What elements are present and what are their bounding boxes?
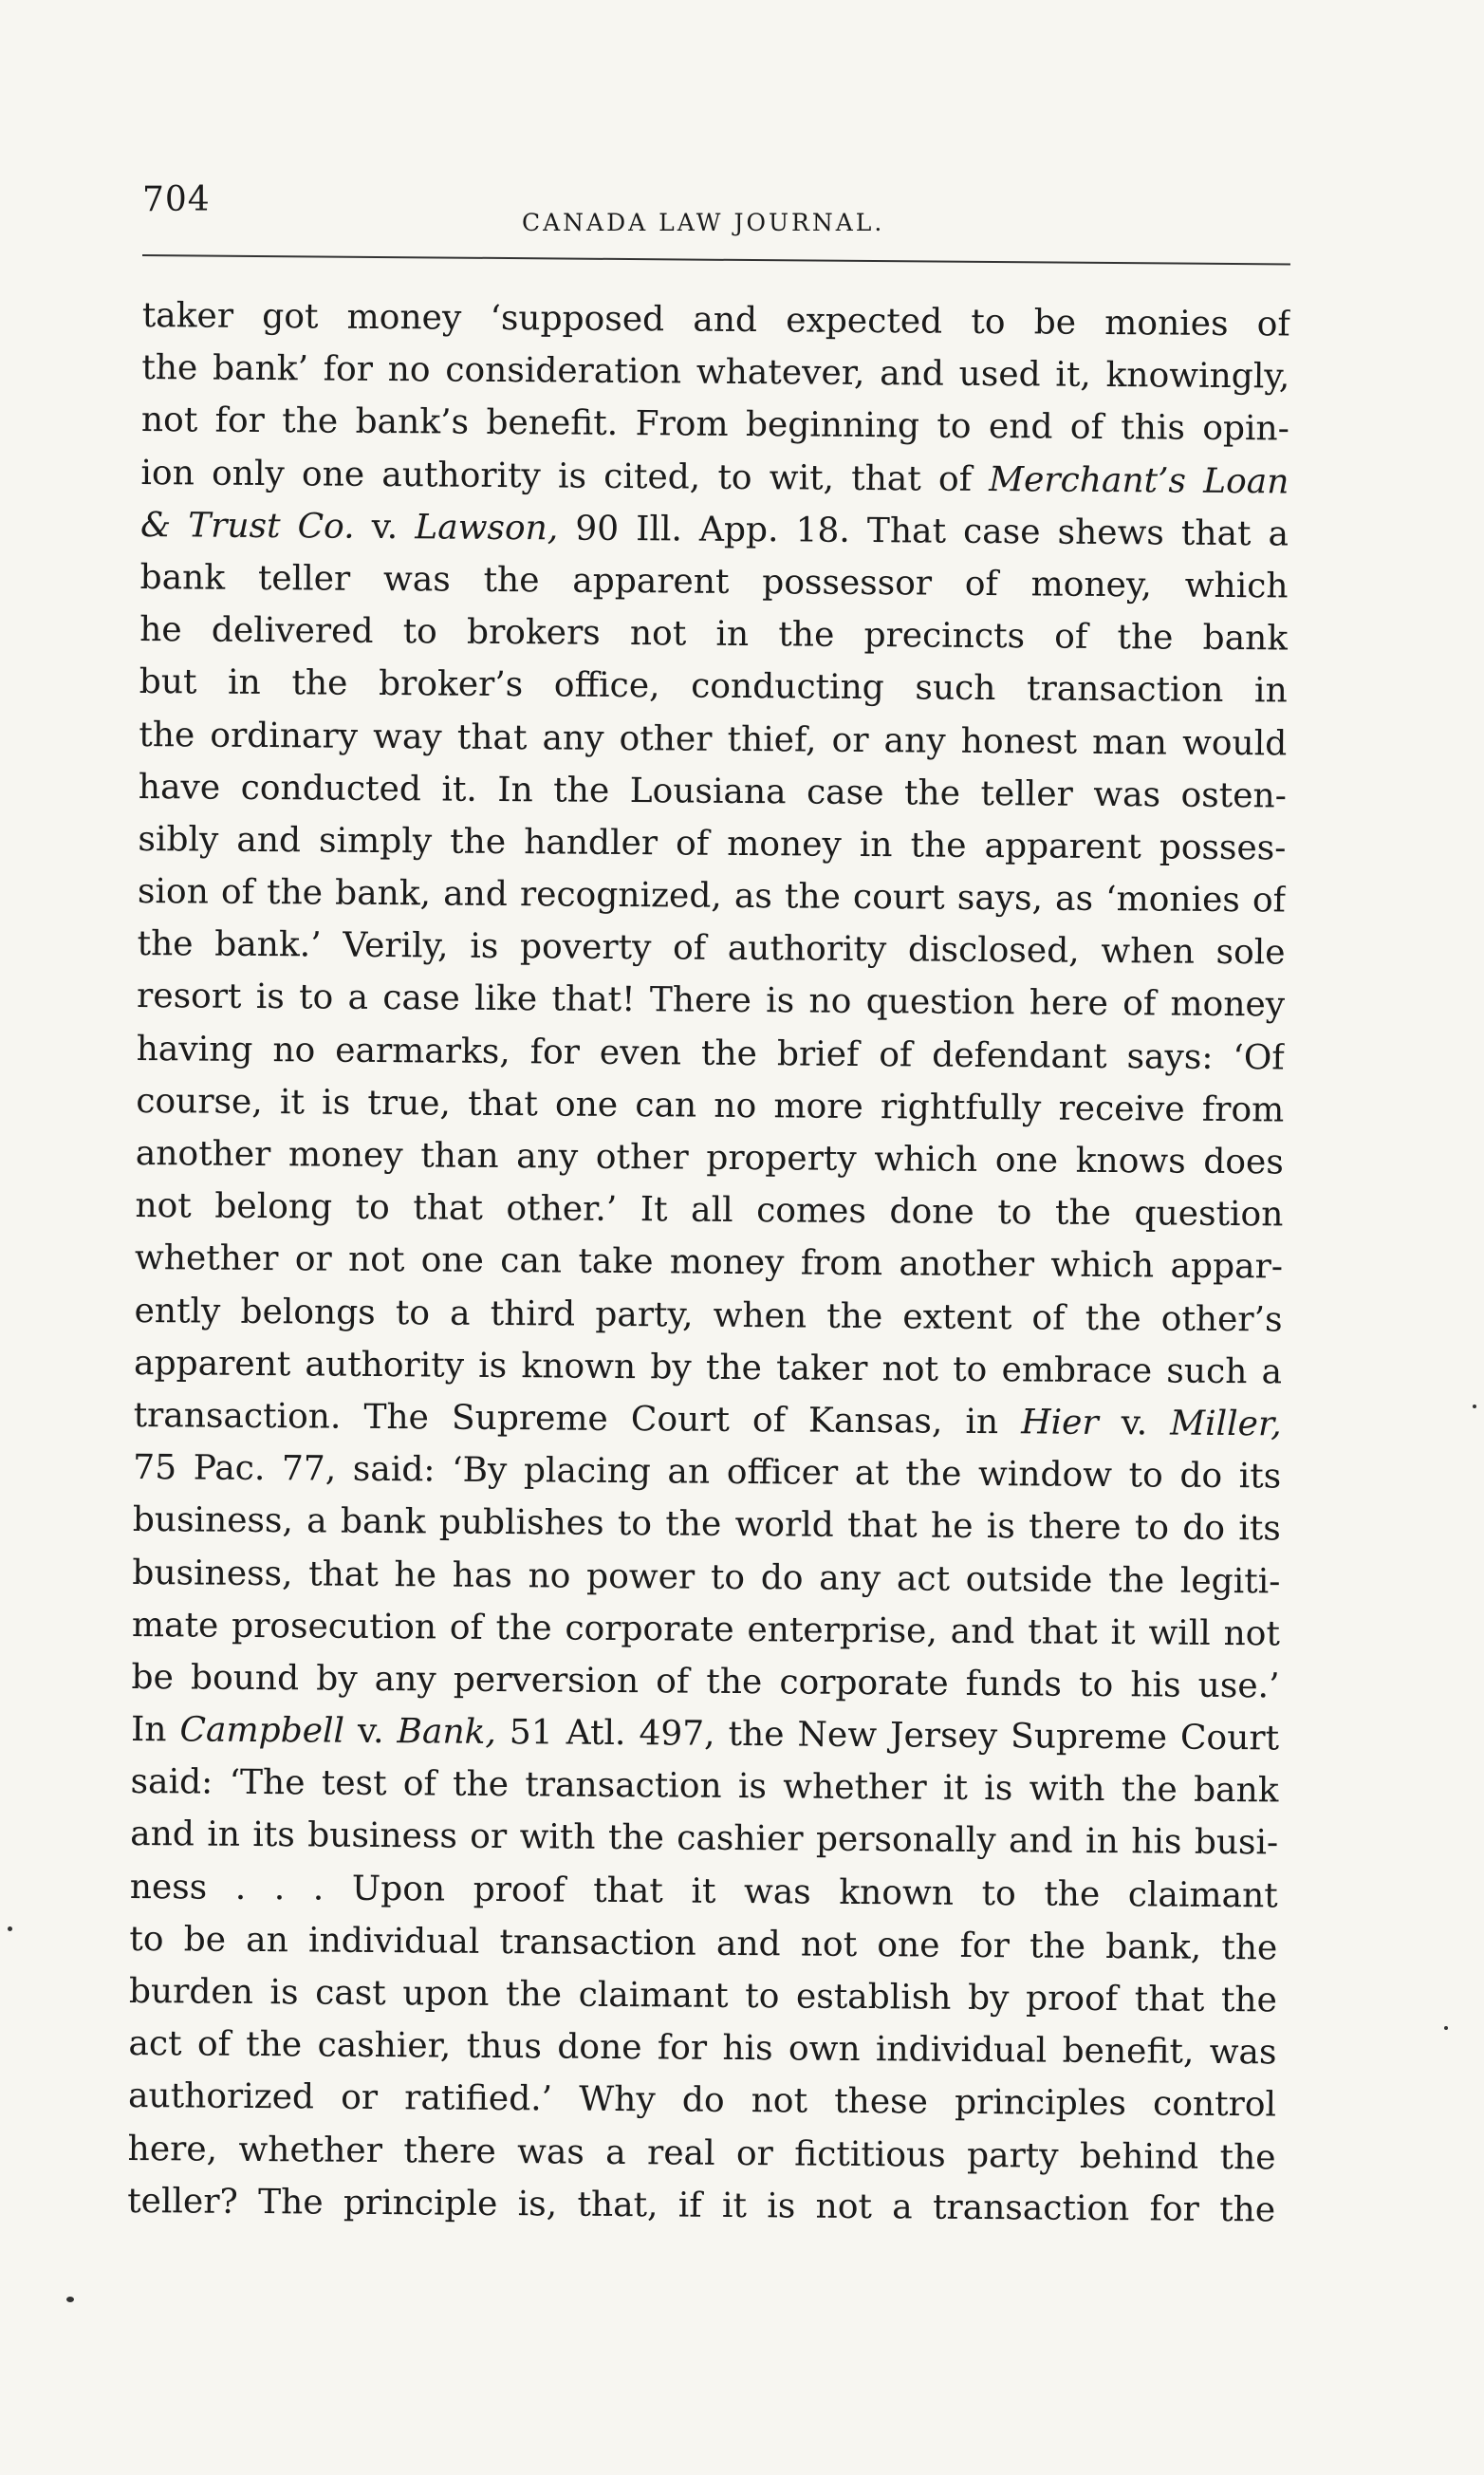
- text-span: not belong to that other.’ It all comes done to the question: [135, 1186, 1284, 1235]
- italic-text: & Trust Co.: [139, 505, 355, 547]
- text-line: [138, 813, 1286, 875]
- text-line: [130, 1861, 1278, 1923]
- scan-speck: [66, 2297, 74, 2302]
- journal-title: CANADA LAW JOURNAL.: [522, 209, 885, 236]
- text-span: sibly and simply the handler of money in the apparent posses-: [138, 819, 1287, 868]
- text-line: [131, 1703, 1279, 1765]
- text-line: [139, 708, 1287, 770]
- text-line: [139, 761, 1287, 823]
- text-span: to be an individual transaction and not one for the bank, the: [129, 1919, 1278, 1968]
- text-span: ently belongs to a third party, when the extent of the other’s: [134, 1291, 1283, 1340]
- text-line: [136, 1127, 1284, 1189]
- page-number: 704: [142, 180, 211, 219]
- text-span: taker got money ‘supposed and expected to be monies of: [141, 295, 1290, 344]
- header-rule: [142, 254, 1290, 266]
- text-line: [129, 1965, 1277, 2027]
- text-line: [137, 970, 1285, 1032]
- italic-text: Hier: [1021, 1403, 1099, 1442]
- text-line: [132, 1599, 1280, 1661]
- text-span: business, a bank publishes to the world that he is there to do its: [132, 1500, 1281, 1549]
- text-line: [137, 918, 1285, 979]
- text-span: burden is cast upon the claimant to establish by proof that the: [128, 1971, 1278, 2020]
- text-span: 75 Pac. 77, said: ‘By placing an officer at the window to do its: [133, 1448, 1282, 1497]
- text-line: [138, 865, 1286, 927]
- scan-speck: [1444, 2026, 1448, 2030]
- text-line: [142, 289, 1290, 351]
- text-span: v.: [354, 507, 416, 548]
- text-line: [141, 342, 1289, 403]
- text-span: v.: [343, 1711, 398, 1752]
- text-span: transaction. The Supreme Court of Kansas, in: [133, 1395, 1022, 1442]
- italic-text: Campbell: [179, 1710, 345, 1751]
- text-span: course, it is true, that one can no more rightfully receive from: [136, 1081, 1285, 1130]
- text-line: [131, 1651, 1279, 1713]
- text-span: not for the bank’s benefit. From beginning to end of this opin-: [140, 400, 1290, 449]
- text-span: sion of the bank, and recognized, as the court says, as ‘monies of: [137, 872, 1287, 921]
- text-span: business, that he has no power to do any act outside the legiti-: [132, 1553, 1281, 1601]
- text-line: [128, 2070, 1276, 2131]
- text-line: [127, 2123, 1275, 2185]
- text-line: [128, 2018, 1276, 2079]
- text-span: the ordinary way that any other thief, or any honest man would: [139, 715, 1288, 763]
- text-line: [139, 656, 1288, 717]
- text-span: act of the cashier, thus done for his own individual benefit, was: [128, 2024, 1277, 2073]
- text-span: he delivered to brokers not in the precincts of the bank: [139, 610, 1289, 659]
- text-line: [139, 604, 1288, 665]
- text-span: resort is to a case like that! There is no question here of money: [136, 977, 1286, 1025]
- text-span: bank teller was the apparent possessor of money, which: [139, 557, 1289, 606]
- text-line: [129, 1913, 1277, 1975]
- text-line: [136, 1023, 1284, 1085]
- text-span: 51 Atl. 497, the New Jersey Supreme Court: [495, 1713, 1280, 1759]
- text-line: [141, 394, 1289, 456]
- text-span: mate prosecution of the corporate enterprise, and that it will not: [131, 1605, 1281, 1654]
- text-line: [132, 1546, 1280, 1608]
- text-line: [139, 551, 1288, 613]
- italic-text: Merchant’s Loan: [989, 459, 1289, 502]
- text-span: be bound by any perversion of the corporate funds to his use.’: [131, 1657, 1280, 1706]
- text-span: ness . . . Upon proof that it was known to the claimant: [129, 1867, 1278, 1916]
- body-text: [127, 289, 1290, 2236]
- text-line: [140, 499, 1289, 561]
- text-line: [133, 1389, 1281, 1451]
- text-span: v.: [1098, 1403, 1171, 1443]
- text-span: having no earmarks, for even the brief of defendant says: ‘Of: [136, 1029, 1285, 1078]
- scan-speck: [8, 1926, 12, 1931]
- text-span: In: [130, 1710, 180, 1750]
- scan-speck: [1473, 1405, 1476, 1408]
- text-line: [136, 1075, 1284, 1137]
- text-span: said: ‘The test of the transaction is whether it is with the bank: [130, 1762, 1279, 1811]
- running-head: [142, 180, 1290, 247]
- text-span: teller? The principle is, that, if it is not a transaction for the: [127, 2181, 1276, 2230]
- text-line: [133, 1494, 1281, 1555]
- text-span: 90 Ill. App. 18. That case shews that a: [558, 509, 1289, 554]
- text-line: [140, 447, 1289, 509]
- text-line: [135, 1232, 1283, 1293]
- text-span: ion only one authority is cited, to wit, that of: [140, 453, 990, 499]
- text-line: [130, 1756, 1278, 1817]
- text-span: the bank’ for no consideration whatever, and used it, knowingly,: [141, 348, 1290, 397]
- text-span: but in the broker’s office, conducting such transaction in: [139, 662, 1288, 711]
- text-span: and in its business or with the cashier personally and in his busi-: [130, 1814, 1279, 1863]
- text-line: [134, 1285, 1282, 1347]
- text-line: [134, 1337, 1282, 1399]
- text-line: [130, 1808, 1278, 1870]
- text-line: [127, 2175, 1275, 2237]
- text-span: have conducted it. In the Lousiana case the teller was osten-: [138, 767, 1288, 816]
- text-span: whether or not one can take money from another which appar-: [134, 1238, 1284, 1287]
- text-span: the bank.’ Verily, is poverty of authority disclosed, when sole: [137, 924, 1286, 973]
- italic-text: Bank,: [397, 1712, 497, 1753]
- text-line: [133, 1442, 1281, 1503]
- text-span: here, whether there was a real or fictitious party behind the: [127, 2129, 1276, 2178]
- text-line: [135, 1180, 1283, 1241]
- text-span: another money than any other property which one knows does: [135, 1133, 1284, 1182]
- text-span: apparent authority is known by the taker not to embrace such a: [133, 1343, 1283, 1392]
- text-span: authorized or ratified.’ Why do not these principles control: [127, 2076, 1277, 2125]
- italic-text: Lawson,: [415, 508, 559, 549]
- italic-text: Miller,: [1170, 1404, 1282, 1444]
